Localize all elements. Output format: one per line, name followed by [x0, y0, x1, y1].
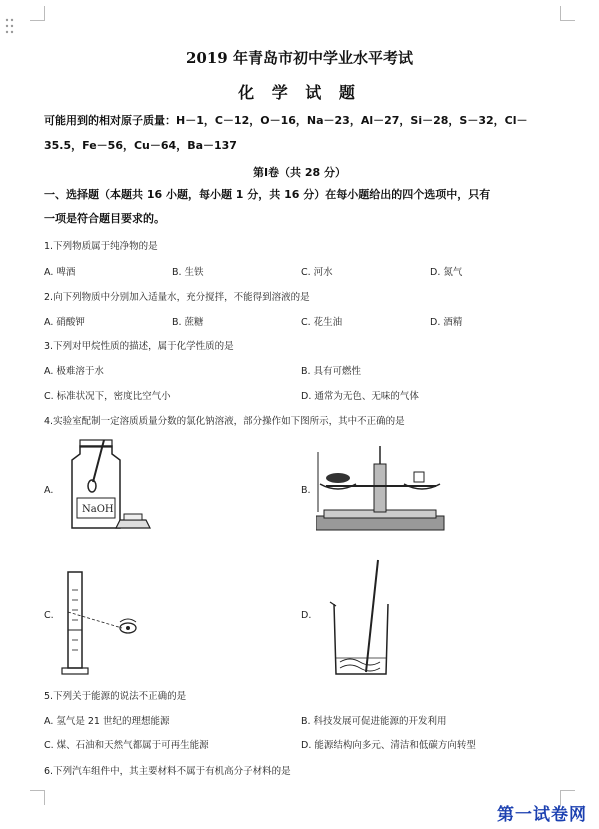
question-2-option-d[interactable]: D. 酒精: [430, 317, 463, 328]
question-3-option-a[interactable]: A. 极难溶于水: [44, 366, 104, 377]
section-heading: 第Ⅰ卷（共 28 分）: [252, 166, 347, 179]
figure-balance-scale: [316, 442, 446, 532]
question-5-option-a[interactable]: A. 氢气是 21 世纪的理想能源: [44, 716, 170, 727]
question-2-option-c[interactable]: C. 花生油: [301, 317, 343, 328]
question-2-stem: 2.向下列物质中分别加入适量水，充分搅拌，不能得到溶液的是: [44, 292, 310, 303]
question-3-option-c[interactable]: C. 标准状况下，密度比空气小: [44, 391, 171, 402]
drag-handle-icon[interactable]: [5, 18, 15, 34]
naoh-label: NaOH: [82, 504, 114, 515]
question-4-option-a[interactable]: A.: [44, 485, 54, 496]
question-1-option-b[interactable]: B. 生铁: [172, 267, 204, 278]
exam-subtitle: 化 学 试 题: [238, 83, 361, 102]
question-1-option-c[interactable]: C. 河水: [301, 267, 333, 278]
question-1-option-a[interactable]: A. 啤酒: [44, 267, 76, 278]
question-6-stem: 6.下列汽车组件中，其主要材料不属于有机高分子材料的是: [44, 766, 291, 777]
question-3-stem: 3.下列对甲烷性质的描述，属于化学性质的是: [44, 341, 234, 352]
question-4-option-c[interactable]: C.: [44, 610, 54, 621]
question-4-option-b[interactable]: B.: [301, 485, 311, 496]
question-4-stem: 4.实验室配制一定溶质质量分数的氯化钠溶液，部分操作如下图所示，其中不正确的是: [44, 416, 405, 427]
corner-mark-top-left: [30, 6, 45, 21]
figure-beaker-stirring: [326, 558, 406, 680]
atomic-mass-line-2: 35.5，Fe－56，Cu－64，Ba－137: [44, 139, 237, 152]
question-5-stem: 5.下列关于能源的说法不正确的是: [44, 691, 187, 702]
question-2-option-a[interactable]: A. 硝酸钾: [44, 317, 85, 328]
question-5-option-b[interactable]: B. 科技发展可促进能源的开发利用: [301, 716, 447, 727]
question-3-option-b[interactable]: B. 具有可燃性: [301, 366, 362, 377]
figure-graduated-cylinder: [58, 570, 148, 678]
part-instructions-line-2: 一项是符合题目要求的。: [44, 212, 165, 225]
question-4-option-d[interactable]: D.: [301, 610, 312, 621]
question-3-option-d[interactable]: D. 通常为无色、无味的气体: [301, 391, 419, 402]
atomic-mass-line-1: 可能用到的相对原子质量：H－1，C－12，O－16，Na－23，Al－27，Si－28，S－32，Cl－: [44, 114, 528, 127]
question-5-option-d[interactable]: D. 能源结构向多元、清洁和低碳方向转型: [301, 740, 476, 751]
question-1-stem: 1.下列物质属于纯净物的是: [44, 241, 158, 252]
exam-title: 2019 年青岛市初中学业水平考试: [186, 49, 413, 67]
part-instructions-line-1: 一、选择题（本题共 16 小题，每小题 1 分，共 16 分）在每小题给出的四个选项中，只有: [44, 188, 491, 201]
site-logo[interactable]: 第一试卷网: [497, 805, 587, 825]
figure-reagent-bottle: [60, 436, 160, 534]
question-1-option-d[interactable]: D. 氮气: [430, 267, 463, 278]
corner-mark-bottom-left: [30, 790, 45, 805]
corner-mark-top-right: [560, 6, 575, 21]
question-5-option-c[interactable]: C. 煤、石油和天然气都属于可再生能源: [44, 740, 209, 751]
question-2-option-b[interactable]: B. 蔗糖: [172, 317, 204, 328]
